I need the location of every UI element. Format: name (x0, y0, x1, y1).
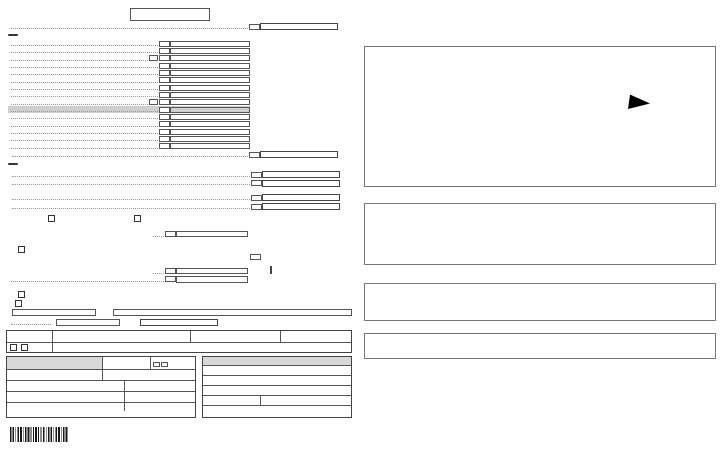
dotted-leader (11, 85, 159, 90)
form-line-62 (8, 23, 338, 30)
preparer-nytprin-field[interactable] (103, 357, 151, 370)
payments-section-header (8, 32, 20, 38)
form-line-83b (8, 309, 352, 316)
amount-field-line-69[interactable] (170, 85, 250, 91)
it201-header (8, 8, 354, 22)
excl-code-box[interactable] (161, 362, 168, 367)
line-number-box (159, 136, 170, 142)
form-line-71 (8, 113, 250, 120)
amount-field-line-75[interactable] (170, 143, 250, 149)
preparer-email-field[interactable] (7, 411, 195, 418)
amount-field-line-62[interactable] (260, 23, 338, 30)
payment-lines (8, 40, 250, 150)
efw-date-field[interactable] (56, 319, 120, 326)
amount-field-line-71[interactable] (170, 114, 250, 120)
line-number-box (159, 99, 170, 105)
spouse-signature-field[interactable] (203, 386, 351, 396)
form-line-66 (8, 62, 250, 69)
line-number-box (159, 107, 170, 113)
amount-field-line-79[interactable] (176, 231, 248, 238)
designee-no-checkbox[interactable] (21, 344, 28, 351)
line-number-box (159, 92, 170, 98)
designee-yes-no (7, 343, 53, 352)
dotted-leader (11, 56, 149, 61)
dotted-leader (11, 277, 165, 282)
dotted-leader (11, 144, 159, 149)
designee-question (7, 331, 53, 343)
signature-area (6, 356, 352, 418)
amount-field-line-63[interactable] (170, 41, 250, 47)
account-type-options (14, 300, 353, 307)
amount-field-line-82[interactable] (176, 276, 248, 283)
foreign-account-checkbox[interactable] (18, 291, 25, 298)
line78a-number-box (251, 195, 262, 201)
amount-field-line-76[interactable] (260, 151, 338, 158)
refund-section-title (8, 163, 18, 165)
dotted-leader (11, 100, 149, 105)
dotted-leader (11, 49, 159, 54)
amount-field-line-67[interactable] (170, 70, 250, 76)
designee-yes-checkbox[interactable] (10, 344, 17, 351)
form-line-82 (8, 276, 248, 283)
line-number-box (159, 48, 170, 54)
daytime-phone-field[interactable] (261, 396, 351, 406)
claim-checkbox[interactable] (149, 55, 158, 61)
firm-name-field[interactable] (7, 381, 125, 392)
part-box-2 (364, 203, 716, 265)
dotted-leader (11, 24, 249, 29)
form-line-75 (8, 143, 250, 150)
dotted-leader (11, 115, 159, 120)
line82-number-box (165, 276, 176, 282)
dotted-leader (12, 195, 251, 200)
part-box-1 (364, 46, 716, 187)
direct-deposit-checkbox[interactable] (48, 215, 55, 222)
form-line-72 (8, 121, 250, 128)
refund-choice (46, 212, 246, 222)
line-number-box (159, 129, 170, 135)
dotted-leader (11, 130, 159, 135)
line-number-box (159, 85, 170, 91)
part-box-3 (364, 283, 716, 321)
barcode (10, 427, 68, 442)
nytprin-excl-field[interactable] (151, 357, 195, 370)
designee-pin-field[interactable] (281, 331, 351, 343)
line79-label (10, 225, 152, 237)
line81-number-box (165, 268, 176, 274)
form-line-65 (8, 55, 250, 62)
ssn-box[interactable] (130, 8, 210, 21)
efw-checkbox[interactable] (18, 246, 25, 253)
line80-number-box (250, 254, 261, 260)
designee-email-field[interactable] (53, 343, 351, 352)
line78-number-box (251, 180, 262, 186)
amount-field-line-74[interactable] (170, 136, 250, 142)
amount-field-line-70[interactable] (170, 99, 250, 105)
amount-field-line-69a[interactable] (170, 92, 250, 98)
amount-field-line-66[interactable] (170, 63, 250, 69)
dotted-leader (11, 108, 159, 113)
line-number-box (159, 143, 170, 149)
form-line-70a (8, 106, 250, 113)
paper-check-checkbox[interactable] (134, 215, 141, 222)
dotted-leader (11, 122, 159, 127)
form-line-77 (8, 171, 340, 178)
designee-name-field[interactable] (53, 331, 191, 343)
dotted-leader (11, 137, 159, 142)
preparer-printed-name-field[interactable] (103, 370, 195, 381)
line79-number-box (165, 231, 176, 237)
it201-page (4, 4, 358, 452)
amount-field-line-73[interactable] (170, 129, 250, 135)
line-number-box (159, 55, 170, 61)
preparer-date-field[interactable] (125, 403, 195, 411)
form-line-74 (8, 135, 250, 142)
form-line-83a (8, 300, 352, 307)
amount-field-line-78[interactable] (262, 180, 340, 187)
form-line-79 (8, 225, 248, 237)
claim-checkbox[interactable] (149, 99, 158, 105)
form-line-81 (8, 262, 248, 274)
form-line-73 (8, 128, 250, 135)
dotted-leader (12, 181, 251, 186)
line-number-box (159, 77, 170, 83)
form-line-80 (8, 240, 340, 264)
form-line-83 (8, 285, 352, 299)
form-line-70 (8, 99, 250, 106)
amount-field-line-80[interactable] (270, 266, 272, 274)
line62-number-box (249, 24, 260, 30)
excl-code-box[interactable] (153, 362, 160, 367)
amount-field-line-65[interactable] (170, 55, 250, 61)
ein-field[interactable] (125, 392, 195, 403)
line80-label-3 (8, 254, 16, 260)
dotted-leader (11, 71, 159, 76)
part-box-4 (364, 333, 716, 359)
amount-field-line-81[interactable] (176, 268, 248, 275)
dotted-leader (12, 152, 249, 157)
efw-amount-field[interactable] (140, 319, 218, 326)
payments-section-title (8, 34, 18, 36)
amount-field-line-70a[interactable] (170, 107, 250, 113)
dotted-leader (11, 78, 159, 83)
form-line-67 (8, 69, 250, 76)
amount-field-line-77[interactable] (262, 171, 340, 178)
refund-section-header (8, 161, 20, 167)
preparer-header (7, 357, 103, 370)
paid-preparer-block (6, 356, 196, 418)
line-number-box (159, 63, 170, 69)
barcode-block (10, 427, 68, 442)
form-line-68 (8, 77, 250, 84)
account-type-checkbox[interactable] (15, 300, 22, 307)
address-field[interactable] (7, 392, 125, 403)
dotted-leader (11, 63, 159, 68)
dotted-leader (11, 93, 159, 98)
taxpayer-header (203, 357, 351, 366)
line-number-box (159, 70, 170, 76)
dotted-leader (11, 41, 159, 46)
account-number-field[interactable] (113, 309, 352, 316)
form-line-64 (8, 47, 250, 54)
amount-field-line-72[interactable] (170, 121, 250, 127)
line81-label (10, 262, 152, 274)
dotted-leader (12, 172, 251, 177)
your-signature-field[interactable] (203, 366, 351, 376)
form-line-69 (8, 84, 250, 91)
taxpayer-email-field[interactable] (203, 406, 351, 413)
form-line-78 (8, 180, 340, 187)
line77-number-box (251, 172, 262, 178)
it2104-worksheet-page (362, 4, 718, 452)
form-line-63 (8, 40, 250, 47)
form-line-78b (8, 203, 340, 210)
designee-phone-field[interactable] (191, 331, 281, 343)
taxpayer-date-field[interactable] (203, 396, 261, 406)
line83-label-2 (8, 293, 16, 298)
it2104-header (366, 9, 371, 15)
form-line-78a (8, 194, 340, 201)
third-party-designee-block (6, 330, 352, 353)
line78b-number-box (251, 204, 262, 210)
amount-field-line-68[interactable] (170, 77, 250, 83)
your-occupation-field[interactable] (203, 376, 351, 386)
dotted-leader (153, 233, 165, 238)
line76-number-box (249, 152, 260, 158)
amount-field-line-78b[interactable] (262, 203, 340, 210)
line-number-box (159, 41, 170, 47)
amount-field-line-78a[interactable] (262, 194, 340, 201)
ptin-field[interactable] (125, 381, 195, 392)
form-line-84 (8, 319, 352, 326)
form-line-76 (8, 151, 338, 158)
line-number-box (159, 121, 170, 127)
dotted-leader (12, 204, 251, 209)
preparer-signature-field[interactable] (7, 370, 103, 381)
dotted-leader (11, 320, 51, 325)
form-line-69a (8, 91, 250, 98)
amount-field-line-64[interactable] (170, 48, 250, 54)
routing-number-field[interactable] (12, 309, 96, 316)
dotted-leader (153, 270, 165, 275)
taxpayer-sign-block (202, 356, 352, 418)
line-number-box (159, 114, 170, 120)
